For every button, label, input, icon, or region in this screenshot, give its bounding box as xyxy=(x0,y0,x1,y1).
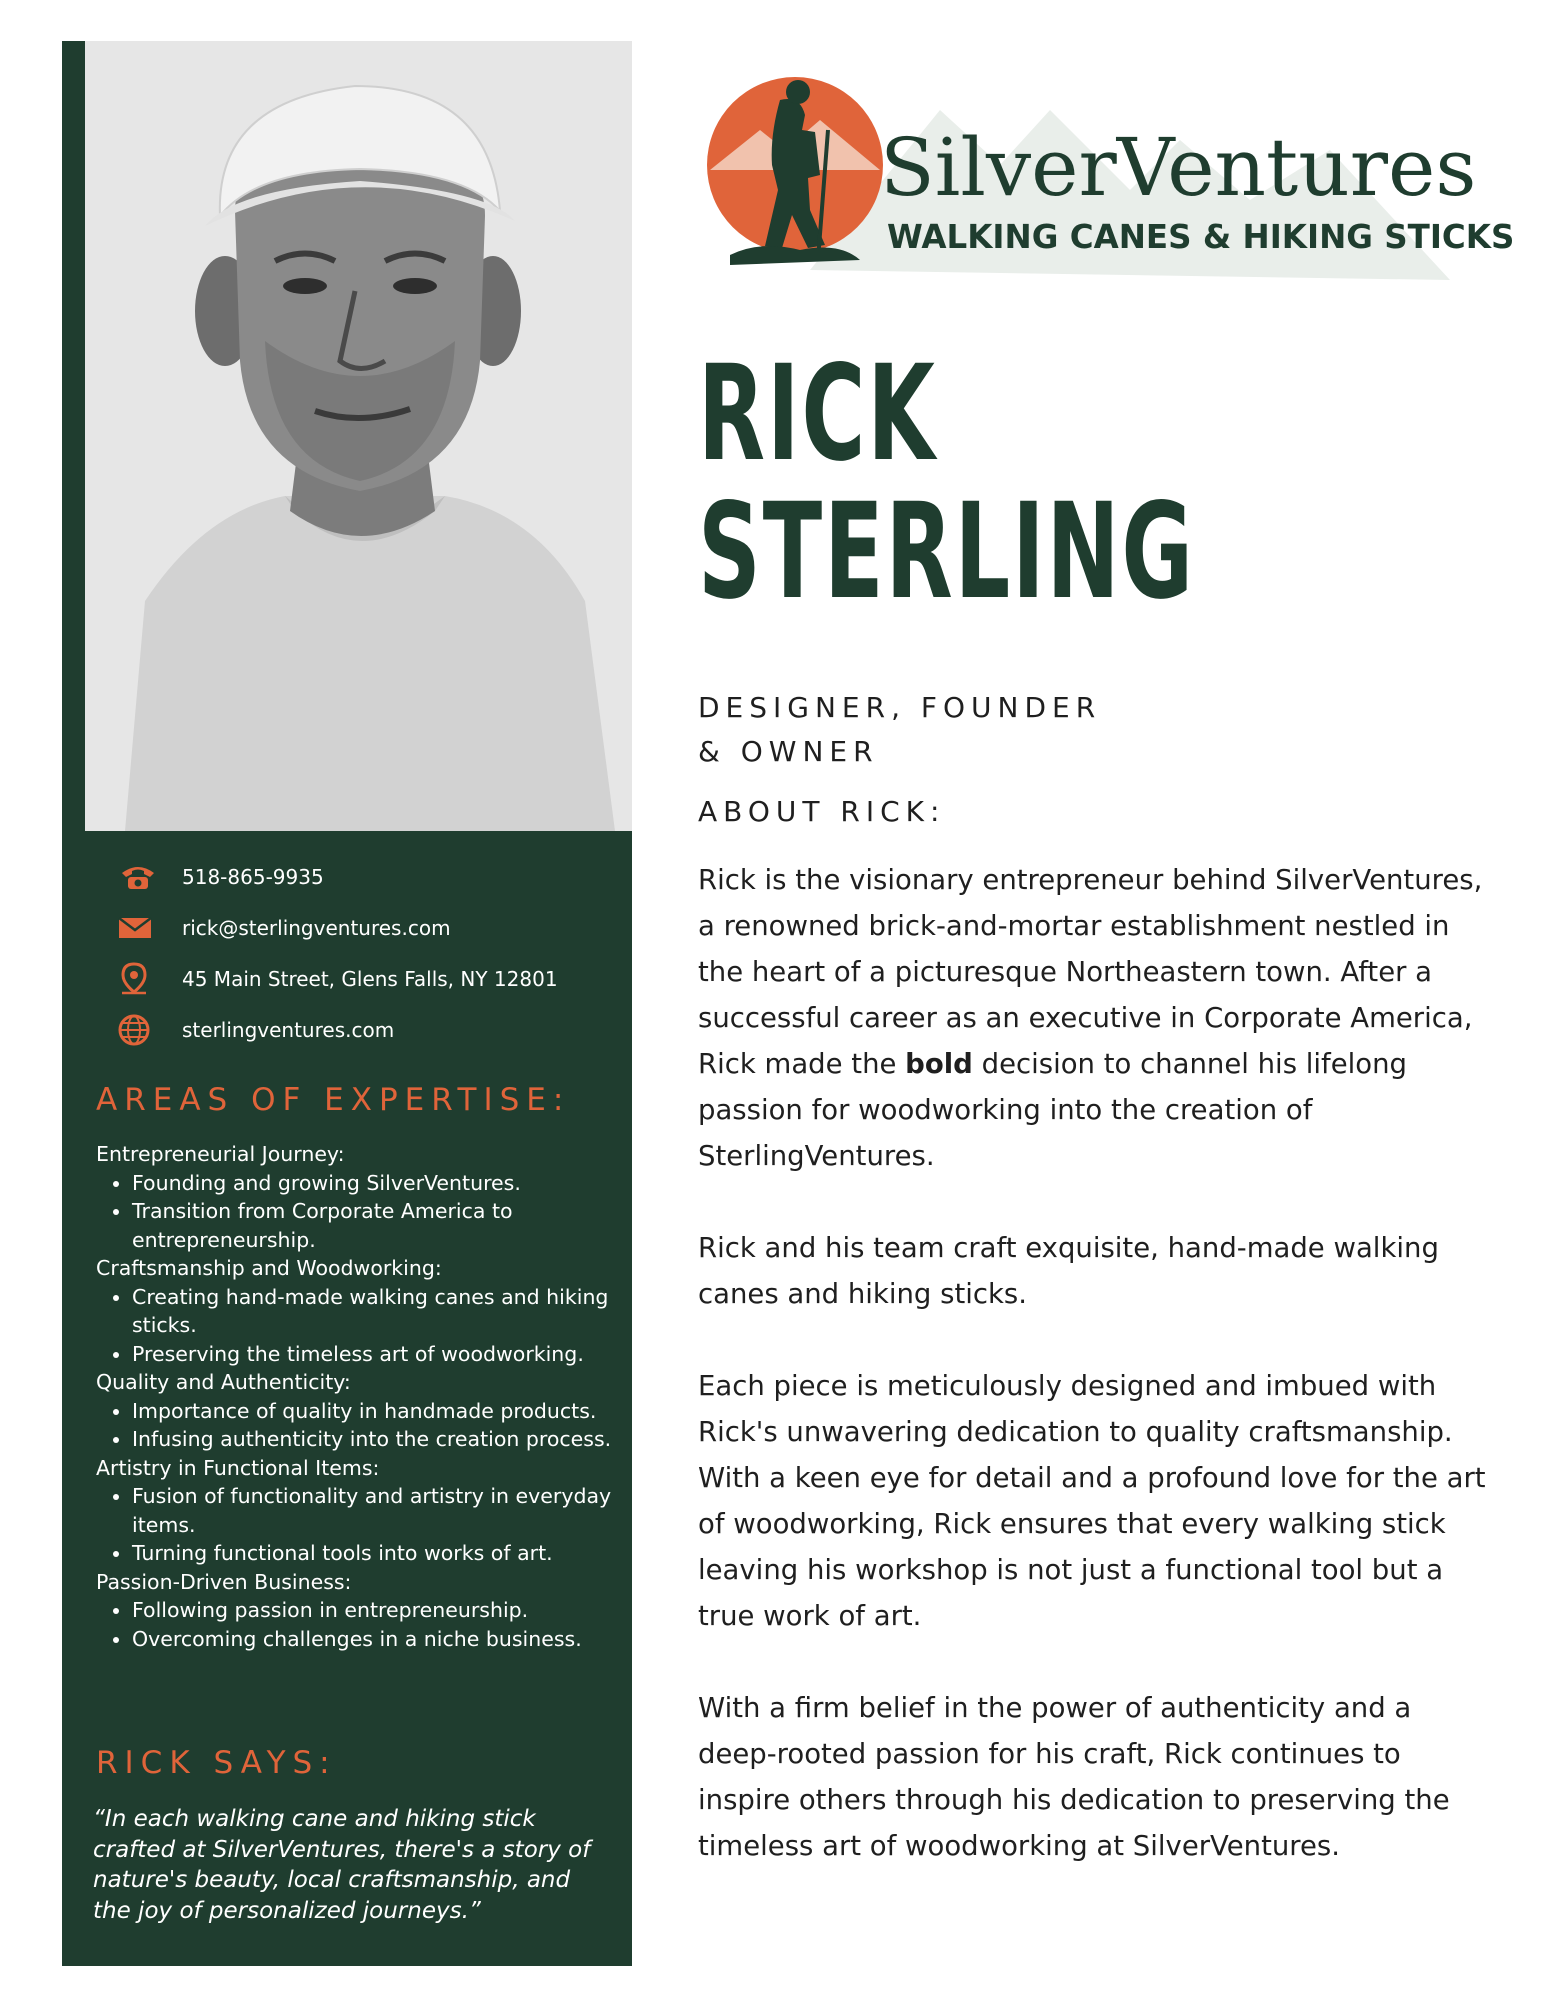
website-link[interactable]: sterlingventures.com xyxy=(182,1018,395,1042)
street-address: 45 Main Street, Glens Falls, NY 12801 xyxy=(182,967,558,991)
list-item: • Importance of quality in handmade products. xyxy=(132,1397,616,1426)
about-paragraph-3: Each piece is meticulously designed and imbued with Rick's unwavering dedication to quality craftsmanship. With a keen eye for detail and a profound love for the art of woodworking, Rick ensures that every walking stick leaving his workshop is not just a functional tool but a true work of art. xyxy=(698,1370,1486,1632)
says-heading: RICK SAYS: xyxy=(96,1745,337,1781)
category-title: Passion-Driven Business: xyxy=(96,1569,352,1594)
expertise-category xyxy=(96,1254,616,1368)
expertise-category xyxy=(96,1568,616,1654)
list-item: • Overcoming challenges in a niche business. xyxy=(132,1625,616,1654)
about-paragraph-2: Rick and his team craft exquisite, hand-made walking canes and hiking sticks. xyxy=(698,1232,1439,1310)
about-heading: ABOUT RICK: xyxy=(698,795,946,828)
phone-icon xyxy=(118,862,158,892)
logo-graphic xyxy=(690,70,1515,290)
brand-logo xyxy=(690,70,1515,290)
globe-icon xyxy=(118,1015,158,1045)
contact-list xyxy=(118,862,618,1066)
person-name xyxy=(698,337,1195,629)
location-pin-icon xyxy=(118,964,158,994)
list-item: • Transition from Corporate America to entrepreneurship. xyxy=(132,1197,616,1254)
list-item: • Infusing authenticity into the creation process. xyxy=(132,1425,616,1454)
category-title: Craftsmanship and Woodworking: xyxy=(96,1256,442,1280)
person-role xyxy=(698,686,1101,774)
list-item: • Following passion in entrepreneurship. xyxy=(132,1596,616,1625)
quote-text: “In each walking cane and hiking stick crafted at SilverVentures, there's a story of nature's beauty, local craftsmanship, and the joy of personalized journeys.” xyxy=(93,1806,591,1924)
about-paragraph-4: With a firm belief in the power of authenticity and a deep-rooted passion for his craft, Rick continues to inspire others through his dedication to preserving the timeless art of woodworking at SilverVentures. xyxy=(698,1692,1450,1862)
first-name: RICK xyxy=(698,337,937,491)
bold-word: bold xyxy=(905,1048,973,1080)
expertise-category xyxy=(96,1368,616,1454)
list-item: • Turning functional tools into works of art. xyxy=(132,1539,616,1568)
contact-phone xyxy=(118,862,618,892)
last-name: STERLING xyxy=(698,475,1195,629)
portrait-illustration xyxy=(85,41,632,831)
list-item: • Founding and growing SilverVentures. xyxy=(132,1169,616,1198)
list-item: • Fusion of functionality and artistry in everyday items. xyxy=(132,1482,616,1539)
mail-icon xyxy=(118,913,158,943)
expertise-category xyxy=(96,1454,616,1568)
logo-tagline: WALKING CANES & HIKING STICKS xyxy=(887,218,1515,256)
list-item: • Preserving the timeless art of woodworking. xyxy=(132,1340,616,1369)
contact-website xyxy=(118,1015,618,1045)
email-address[interactable]: rick@sterlingventures.com xyxy=(182,916,451,940)
expertise-list xyxy=(96,1140,616,1653)
contact-address xyxy=(118,964,618,994)
phone-number[interactable]: 518-865-9935 xyxy=(182,865,324,889)
role-line-1: DESIGNER, FOUNDER xyxy=(698,691,1102,724)
contact-email xyxy=(118,913,618,943)
portrait-photo xyxy=(85,41,632,831)
category-title: Quality and Authenticity: xyxy=(96,1370,351,1394)
expertise-heading: AREAS OF EXPERTISE: xyxy=(96,1082,571,1118)
about-paragraph-1: Rick is the visionary entrepreneur behind SilverVentures, a renowned brick-and-mortar establishment nestled in the heart of a picturesque Northeastern town. After a successful career as an executive in Corporate America, Rick made the bold decision to channel his lifelong passion for woodworking into the creation of SterlingVentures. xyxy=(698,864,1483,1172)
expertise-category xyxy=(96,1140,616,1254)
about-body xyxy=(698,857,1498,1915)
list-item: • Creating hand-made walking canes and hiking sticks. xyxy=(132,1283,616,1340)
role-line-2: & OWNER xyxy=(698,735,879,768)
category-title: Artistry in Functional Items: xyxy=(96,1455,380,1480)
logo-wordmark: SilverVentures xyxy=(880,121,1477,214)
category-title: Entrepreneurial Journey: xyxy=(96,1142,345,1166)
